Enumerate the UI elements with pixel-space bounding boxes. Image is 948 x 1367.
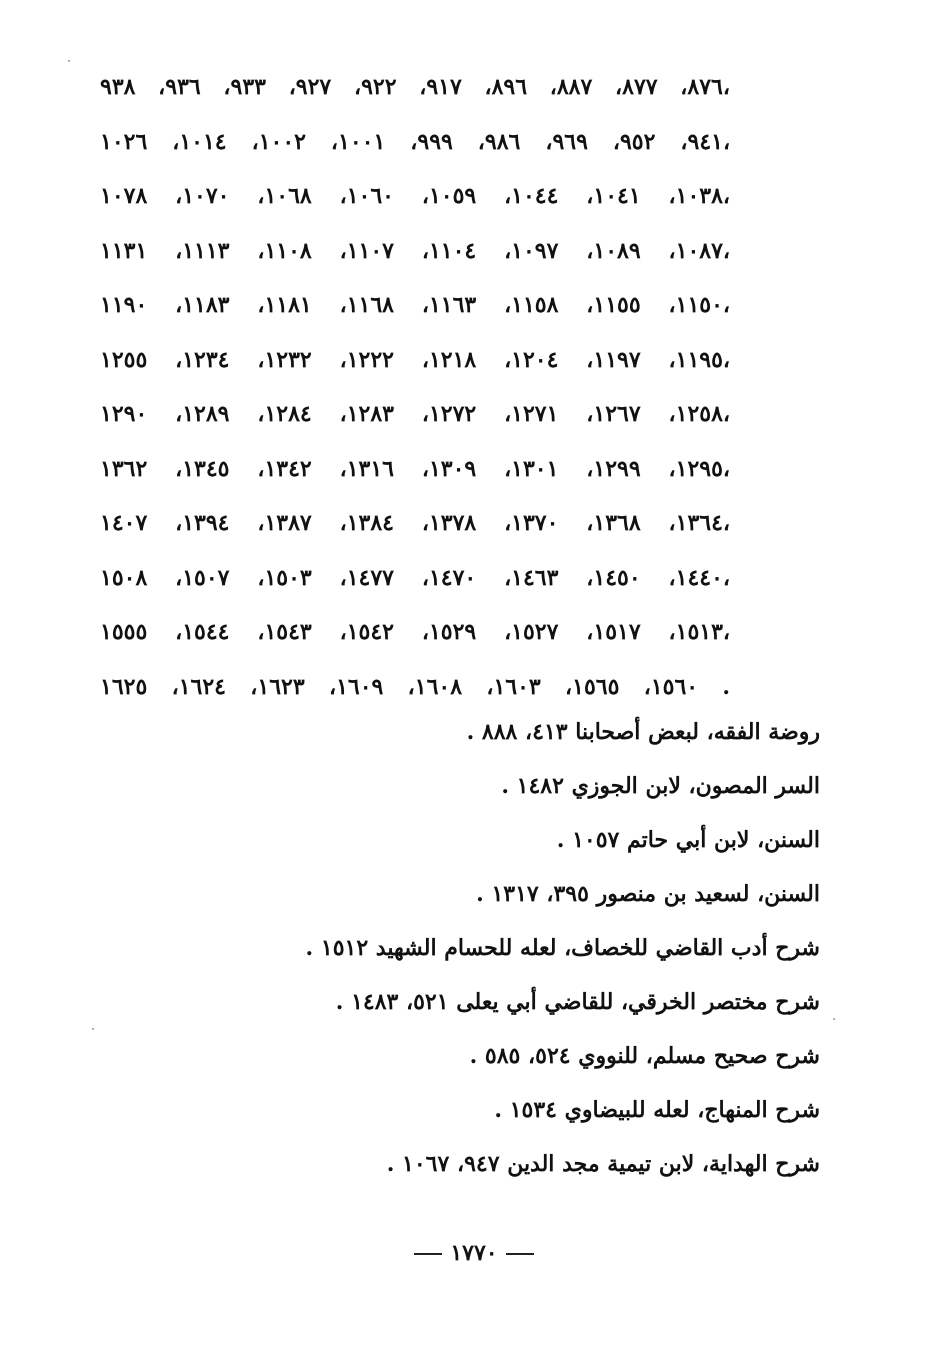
index-entry: السنن، لابن أبي حاتم ١٠٥٧ . [556,827,820,853]
index-number-block [100,60,730,714]
index-entry: السنن، لسعيد بن منصور ٣٩٥، ١٣١٧ . [476,881,820,907]
index-number-line: ١٣٦٤، ١٣٦٨، ١٣٧٠، ١٣٧٨، ١٣٨٤، ١٣٨٧، ١٣٩٤، ١٤٠٧، [100,510,731,536]
scan-speck [92,1028,94,1030]
index-number-line: ١٥٦٠، ١٥٦٥، ١٦٠٣، ١٦٠٨، ١٦٠٩، ١٦٢٣، ١٦٢٤، ١٦٢٥ . [100,673,731,700]
scan-speck [68,60,70,62]
index-entry: شرح أدب القاضي للخصاف، لعله للحسام الشهيد ١٥١٢ . [305,935,820,961]
index-entry: شرح صحيح مسلم، للنووي ٥٢٤، ٥٨٥ . [469,1043,820,1069]
page-number-text: ١٧٧٠ [450,1240,498,1266]
index-entry: السر المصون، لابن الجوزي ١٤٨٢ . [501,773,820,799]
index-number-line: ١١٥٠، ١١٥٥، ١١٥٨، ١١٦٣، ١١٦٨، ١١٨١، ١١٨٣، ١١٩٠، [100,292,731,318]
index-number-line: ١١٩٥، ١١٩٧، ١٢٠٤، ١٢١٨، ١٢٢٢، ١٢٣٢، ١٢٣٤، ١٢٥٥، [100,346,731,373]
index-number-line: ١٠٣٨، ١٠٤١، ١٠٤٤، ١٠٥٩، ١٠٦٠، ١٠٦٨، ١٠٧٠، ١٠٧٨، [100,183,731,209]
index-entry: شرح المنهاج، لعله للبيضاوي ١٥٣٤ . [494,1097,820,1123]
index-number-line: ٨٧٦، ٨٧٧، ٨٨٧، ٨٩٦، ٩١٧، ٩٢٢، ٩٢٧، ٩٣٣، ٩٣٦، ٩٣٨، [100,74,730,100]
index-number-line: ١٢٥٨، ١٢٦٧، ١٢٧١، ١٢٧٢، ١٢٨٣، ١٢٨٤، ١٢٨٩، ١٢٩٠، [100,401,731,427]
index-entries [120,705,820,1191]
index-number-line: ١٥١٣، ١٥١٧، ١٥٢٧، ١٥٢٩، ١٥٤٢، ١٥٤٣، ١٥٤٤، ١٥٥٥، [100,619,731,645]
scan-speck [833,1018,835,1020]
index-number-line: ١٢٩٥، ١٢٩٩، ١٣٠١، ١٣٠٩، ١٣١٦، ١٣٤٢، ١٣٤٥، ١٣٦٢، [100,455,731,482]
index-entry: شرح الهداية، لابن تيمية مجد الدين ٩٤٧، ١٠٦٧ . [386,1151,820,1177]
page-number [0,1240,948,1266]
index-number-line: ٩٤١، ٩٥٢، ٩٦٩، ٩٨٦، ٩٩٩، ١٠٠١، ١٠٠٢، ١٠١٤، ١٠٢٦، [100,128,731,155]
right-dash [506,1253,534,1255]
index-number-line: ١٠٨٧، ١٠٨٩، ١٠٩٧، ١١٠٤، ١١٠٧، ١١٠٨، ١١١٣، ١١٣١، [100,237,731,264]
index-entry: شرح مختصر الخرقي، للقاضي أبي يعلى ٥٢١، ١٤٨٣ . [335,989,820,1015]
index-number-line: ١٤٤٠، ١٤٥٠، ١٤٦٣، ١٤٧٠، ١٤٧٧، ١٥٠٣، ١٥٠٧، ١٥٠٨، [100,564,731,591]
left-dash [414,1253,442,1255]
index-entry: روضة الفقه، لبعض أصحابنا ٤١٣، ٨٨٨ . [466,719,820,745]
